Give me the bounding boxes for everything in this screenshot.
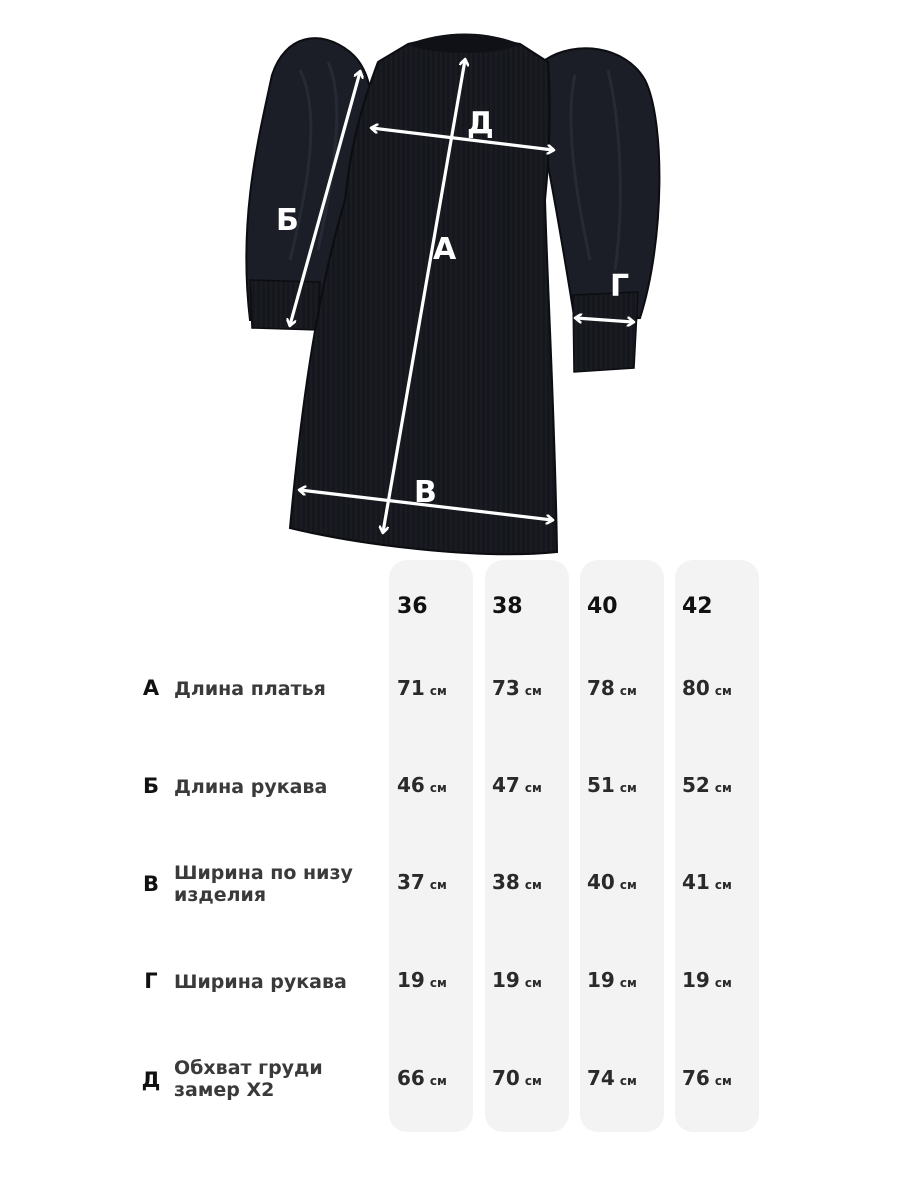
table-cell: 51 см (587, 773, 637, 797)
table-cell: 38 см (492, 870, 542, 894)
table-cell: 52 см (682, 773, 732, 797)
table-cell: 46 см (397, 773, 447, 797)
table-cell: 37 см (397, 870, 447, 894)
right-sleeve (545, 48, 659, 322)
right-cuff (573, 292, 638, 372)
row-label: Ширина рукава (174, 971, 347, 993)
row-label: Обхват груди замер Х2 (174, 1057, 323, 1101)
size-header: 40 (587, 594, 618, 619)
table-cell: 70 см (492, 1066, 542, 1090)
table-cell: 76 см (682, 1066, 732, 1090)
table-cell: 19 см (682, 968, 732, 992)
row-letter: Г (144, 969, 158, 993)
row-letter: Д (141, 1068, 161, 1092)
label-d: Д (467, 106, 494, 141)
table-cell: 80 см (682, 676, 732, 700)
table-cell: 19 см (397, 968, 447, 992)
size-column-36 (389, 560, 473, 1132)
label-b: Б (276, 203, 299, 238)
size-header: 38 (492, 594, 523, 619)
size-header: 36 (397, 594, 428, 619)
dress-measurement-diagram (0, 0, 900, 560)
table-cell: 47 см (492, 773, 542, 797)
left-cuff (250, 280, 320, 330)
table-cell: 74 см (587, 1066, 637, 1090)
size-column-40 (580, 560, 664, 1132)
label-v: В (414, 475, 437, 510)
table-cell: 41 см (682, 870, 732, 894)
table-cell: 73 см (492, 676, 542, 700)
size-column-38 (485, 560, 569, 1132)
label-g: Г (610, 269, 630, 304)
table-cell: 78 см (587, 676, 637, 700)
table-cell: 66 см (397, 1066, 447, 1090)
row-letter: Б (142, 774, 159, 798)
table-cell: 71 см (397, 676, 447, 700)
row-label: Длина платья (174, 678, 326, 700)
row-letter: А (142, 676, 160, 700)
row-label: Длина рукава (174, 776, 328, 798)
size-column-42 (675, 560, 759, 1132)
row-label: Ширина по низу изделия (174, 862, 353, 906)
size-header: 42 (682, 594, 713, 619)
table-cell: 40 см (587, 870, 637, 894)
table-cell: 19 см (492, 968, 542, 992)
label-a: А (433, 232, 457, 267)
table-cell: 19 см (587, 968, 637, 992)
row-letter: В (142, 872, 159, 896)
